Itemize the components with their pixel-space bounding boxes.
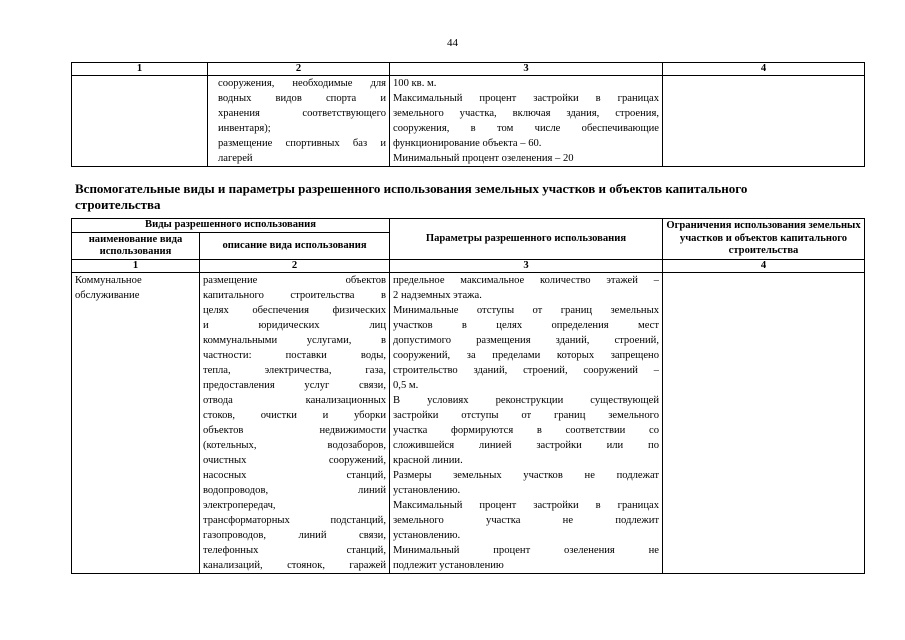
table-row (72, 76, 865, 167)
page-number: 44 (447, 37, 458, 49)
text-line: застройки отступы от границ земельного (393, 410, 659, 421)
text-line: сооружений, за пределами которых запрещено (393, 350, 659, 361)
text-line: сооружения, в том числе обеспечивающие (393, 123, 659, 134)
text-line: земельного участка, включая здания, строения, (393, 108, 659, 119)
text-line: 2 надземных этажа. (393, 290, 482, 301)
description-cell (200, 273, 390, 574)
text-line: и юридических лиц (203, 320, 386, 331)
header-name: наименование вида использования (72, 233, 200, 260)
text-line: частности: поставки воды, (203, 350, 386, 361)
parameters-cell (390, 273, 663, 574)
text-line: Минимальный процент озеленения – 20 (393, 153, 574, 164)
text-line: строительство зданий, строений, сооружений – (393, 365, 659, 376)
text-line: красной линии. (393, 455, 463, 466)
limits-cell (663, 273, 865, 574)
text-line: трансформаторных подстанций, (203, 515, 386, 526)
column-number-row (72, 63, 865, 76)
text-line: лагерей (218, 153, 253, 164)
text-line: капитального строительства в (203, 290, 386, 301)
text-line: очистных сооружений, (203, 455, 386, 466)
text-line: установлению. (393, 530, 461, 541)
header-group: Виды разрешенного использования (72, 219, 390, 233)
text-line: телефонных станций, (203, 545, 386, 556)
text-line: 100 кв. м. (393, 78, 437, 89)
table-row (72, 273, 865, 574)
top-table (71, 62, 865, 167)
text-line: земельного участка не подлежит (393, 515, 659, 526)
text-line: участков в целях определения мест (393, 320, 659, 331)
text-line: Минимальный процент озеленения не (393, 545, 659, 556)
text-line: размещение объектов (203, 275, 386, 286)
text-line: инвентаря); (218, 123, 271, 134)
text-line: 0,5 м. (393, 380, 419, 391)
header-desc: описание вида использования (200, 233, 390, 260)
text-line: участка формируются в соответствии со (393, 425, 659, 436)
text-line: стоков, очистки и уборки (203, 410, 386, 421)
text-line: размещение спортивных баз и (218, 138, 386, 149)
text-line: Минимальные отступы от границ земельных (393, 305, 659, 316)
text-line: предоставления услуг связи, (203, 380, 386, 391)
text-line: подлежит установлению (393, 560, 504, 571)
header-row (72, 219, 865, 233)
text-line: обслуживание (75, 290, 140, 301)
column-number: 2 (208, 63, 390, 76)
column-number: 3 (390, 260, 663, 273)
text-line: функционирование объекта – 60. (393, 138, 542, 149)
text-line: тепла, электричества, газа, (203, 365, 386, 376)
text-line: сооружения, необходимые для (218, 78, 386, 89)
text-line: целях обеспечения физических (203, 305, 386, 316)
column-number-row (72, 260, 865, 273)
text-line: Размеры земельных участков не подлежат (393, 470, 659, 481)
header-params: Параметры разрешенного использования (390, 219, 663, 260)
text-line: хранения соответствующего (218, 108, 386, 119)
main-table (71, 218, 865, 574)
empty-cell (663, 76, 865, 167)
column-number: 2 (200, 260, 390, 273)
column-number: 3 (390, 63, 663, 76)
text-line: отвода канализационных (203, 395, 386, 406)
text-line: сложившейся линией застройки или по (393, 440, 659, 451)
text-line: электропередач, (203, 500, 276, 511)
text-line: установлению. (393, 485, 461, 496)
text-line: объектов недвижимости (203, 425, 386, 436)
text-line: водопроводов, линий (203, 485, 386, 496)
section-heading: Вспомогательные виды и параметры разрешенного использования земельных участков и объектов капитального строительства (75, 181, 748, 212)
column-number: 4 (663, 260, 865, 273)
column-number: 4 (663, 63, 865, 76)
parameters-cell (390, 76, 663, 167)
text-line: (котельных, водозаборов, (203, 440, 386, 451)
empty-cell (72, 76, 208, 167)
header-limits: Ограничения использования земельных участков и объектов капитального строительства (663, 219, 865, 260)
text-line: Максимальный процент застройки в границах (393, 93, 659, 104)
text-line: Коммунальное (75, 275, 142, 286)
name-cell (72, 273, 200, 574)
column-number: 1 (72, 63, 208, 76)
text-line: насосных станций, (203, 470, 386, 481)
text-line: водных видов спорта и (218, 93, 386, 104)
text-line: Максимальный процент застройки в границах (393, 500, 659, 511)
text-line: допустимого размещения зданий, строений, (393, 335, 659, 346)
text-line: предельное максимальное количество этажей – (393, 275, 659, 286)
text-line: канализаций, стоянок, гаражей (203, 560, 386, 571)
text-line: коммунальными услугами, в (203, 335, 386, 346)
text-line: газопроводов, линий связи, (203, 530, 386, 541)
column-number: 1 (72, 260, 200, 273)
description-cell (208, 76, 390, 167)
text-line: В условиях реконструкции существующей (393, 395, 659, 406)
